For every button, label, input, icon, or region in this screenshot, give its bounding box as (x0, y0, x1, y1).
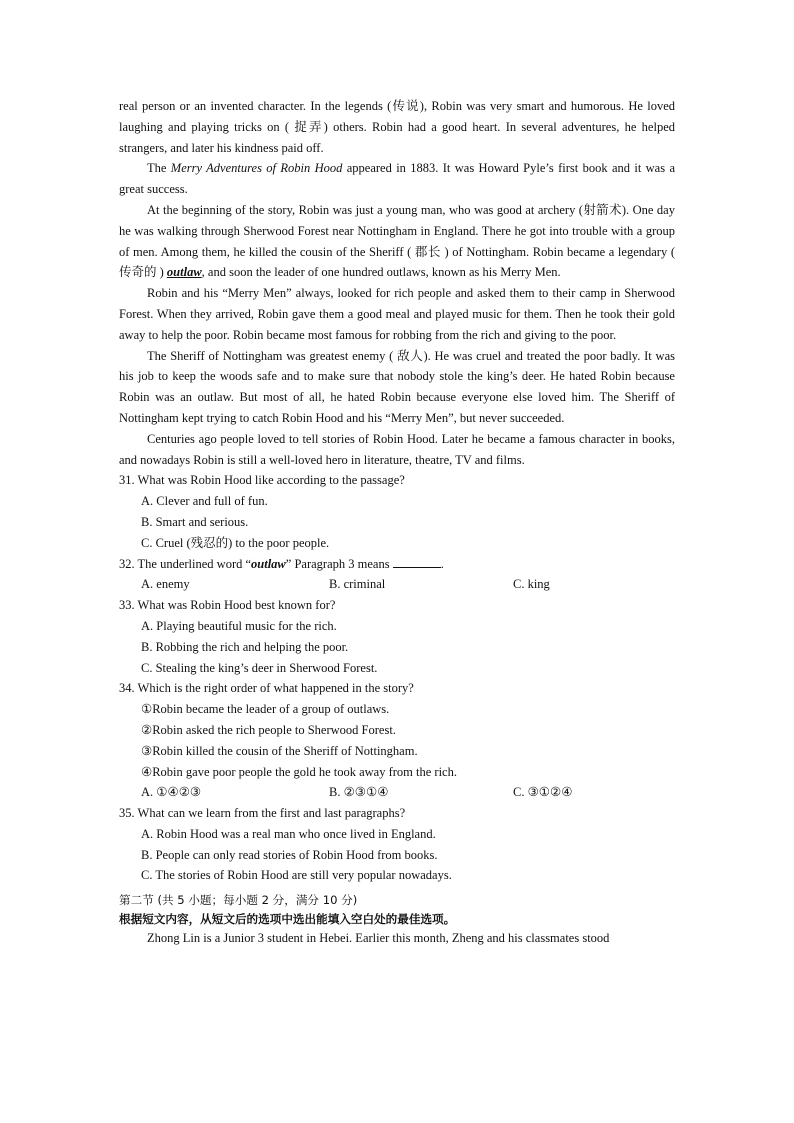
question-33-stem: 33. What was Robin Hood best known for? (119, 598, 336, 613)
question-34-stem: 34. Which is the right order of what happened in the story? (119, 681, 414, 696)
question-34-option-c: C. ③①②④ (513, 785, 573, 800)
question-32-word: outlaw (251, 556, 286, 571)
question-34-event-4: ④Robin gave poor people the gold he took away from the rich. (141, 764, 457, 779)
question-34-event-3: ③Robin killed the cousin of the Sheriff of Nottingham. (141, 743, 418, 758)
paragraph-2-text-end: , and soon the leader of one hundred outlaws, known as his Merry Men. (201, 265, 561, 280)
paragraph-1-text-end: appeared in 1883. It was Howard Pyle’s first book and it was a great success. (119, 161, 675, 197)
paragraph-2-text: At the beginning of the story, Robin was just a young man, who was good at archery (射箭术). One day he was walking through Sherwood Forest near Nottingham in England. There he got into trouble with a group of men. Among them, he killed the cousin of the Sheriff ( 郡长 ) of Nottingham. Robin became a legendary ( 传奇的 ) (119, 202, 675, 280)
question-35-option-b: B. People can only read stories of Robin Hood from books. (141, 847, 438, 862)
question-35-option-a: A. Robin Hood was a real man who once lived in England. (141, 826, 436, 841)
question-35-option-c: C. The stories of Robin Hood are still very popular nowadays. (141, 868, 452, 883)
question-32 (119, 554, 675, 596)
question-33-option-b: B. Robbing the rich and helping the poor. (141, 639, 349, 654)
question-34-option-b: B. ②③①④ (329, 785, 389, 800)
section-2-instruction: 根据短文内容，从短文后的选项中选出能填入空白处的最佳选项。 (119, 912, 456, 927)
question-34-options (119, 782, 675, 803)
passage-paragraph-3: Robin and his “Merry Men” always, looked for rich people and asked them to their camp in Sherwood Forest. When they arrived, Robin gave them a good meal and played music for them. Then he took their gold away to help the poor. Robin became most famous for robbing from the rich and giving to the poor. (119, 286, 675, 342)
answer-blank (393, 555, 441, 568)
question-33-option-c: C. Stealing the king’s deer in Sherwood Forest. (141, 660, 378, 675)
passage-paragraph-1 (119, 158, 675, 200)
question-32-stem-mid: ” Paragraph 3 means (285, 556, 393, 571)
section-2-passage-start: Zhong Lin is a Junior 3 student in Hebei. Earlier this month, Zheng and his classmates stood (147, 931, 610, 946)
question-31-option-a: A. Clever and full of fun. (141, 494, 268, 509)
question-33 (119, 595, 675, 678)
question-34 (119, 678, 675, 803)
question-32-option-b: B. criminal (329, 577, 386, 592)
passage-paragraph-4: The Sheriff of Nottingham was greatest enemy ( 敌人). He was cruel and treated the poor badly. It was his job to keep the woods safe and to make sure that nobody stole the king’s deer. He hated Robin because Robin was an outlaw. But most of all, he hated Robin because everyone else loved him. The Sheriff of Nottingham kept trying to catch Robin Hood and his “Merry Men”, but never succeeded. (119, 348, 675, 425)
question-31-option-b: B. Smart and serious. (141, 514, 249, 529)
question-34-event-1: ①Robin became the leader of a group of outlaws. (141, 702, 390, 717)
exam-page (119, 96, 675, 949)
question-32-stem (119, 554, 675, 575)
question-31-stem: 31. What was Robin Hood like according to the passage? (119, 473, 405, 488)
question-32-option-a: A. enemy (141, 577, 190, 592)
passage-paragraph-5: Centuries ago people loved to tell stories of Robin Hood. Later he became a famous character in books, and nowadays Robin is still a well-loved hero in literature, theatre, TV and films. (119, 431, 675, 467)
paragraph-1-text: The (147, 161, 171, 176)
question-32-stem-end: . (440, 556, 444, 571)
question-35-stem: 35. What can we learn from the first and last paragraphs? (119, 806, 406, 821)
passage-paragraph-0: real person or an invented character. In the legends (传说), Robin was very smart and humorous. He loved laughing and playing tricks on ( 捉弄) others. Robin had a good heart. In several adventures, he helped strangers, and later his kindness paid off. (119, 99, 675, 155)
question-32-stem-start: 32. The underlined word “ (119, 556, 252, 571)
underlined-word-outlaw: outlaw (166, 265, 202, 280)
section-2-heading: 第二节 (共 5 小题；每小题 2 分，满分 10 分) (119, 893, 358, 908)
question-32-options (119, 574, 675, 595)
question-31-option-c: C. Cruel (残忍的) to the poor people. (141, 535, 330, 550)
passage-paragraph-2 (119, 200, 675, 283)
question-31 (119, 470, 675, 553)
question-35 (119, 803, 675, 886)
question-34-option-a: A. ①④②③ (141, 785, 202, 800)
question-33-option-a: A. Playing beautiful music for the rich. (141, 618, 337, 633)
question-34-event-2: ②Robin asked the rich people to Sherwood Forest. (141, 722, 396, 737)
book-title: Merry Adventures of Robin Hood (170, 161, 343, 176)
question-32-option-c: C. king (513, 577, 550, 592)
